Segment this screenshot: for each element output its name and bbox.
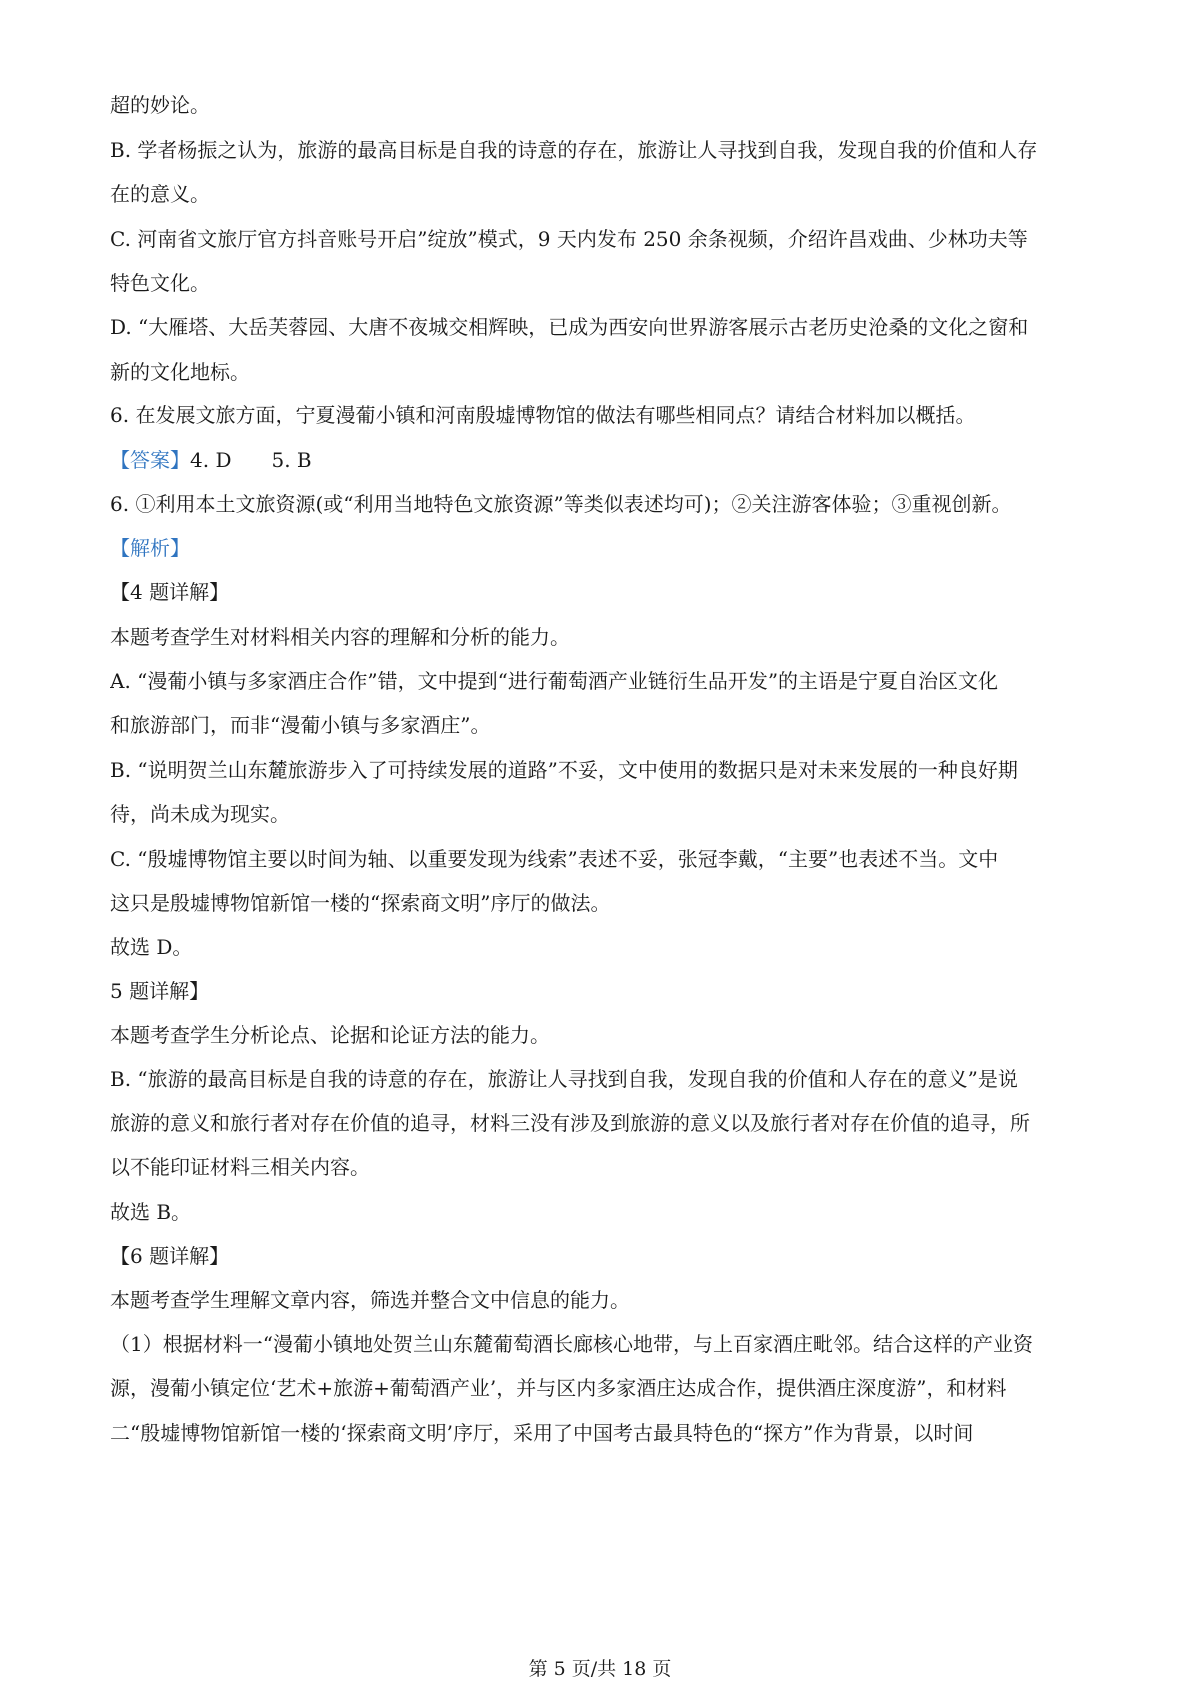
text-line: 本题考查学生对材料相关内容的理解和分析的能力。 — [110, 625, 570, 649]
section-heading: 【6 题详解】 — [110, 1244, 230, 1268]
text-line: B. “说明贺兰山东麓旅游步入了可持续发展的道路”不妥，文中使用的数据只是对未来发展的一种良好期 — [110, 758, 1018, 782]
section-heading: 【4 题详解】 — [110, 580, 230, 604]
text-line: 源，漫葡小镇定位‘艺术+旅游+葡萄酒产业’，并与区内多家酒庄达成合作，提供酒庄深度游”，和材料 — [110, 1376, 1007, 1400]
answer-text: 4. D 5. B — [190, 448, 312, 472]
page-footer: 第 5 页/共 18 页 — [528, 1658, 672, 1680]
text-line: （1）根据材料一“漫葡小镇地处贺兰山东麓葡萄酒长廊核心地带，与上百家酒庄毗邻。结合这样的产业资 — [110, 1332, 1033, 1356]
answer-line — [110, 447, 1100, 473]
analysis-line — [110, 535, 1100, 561]
section-heading: 5 题详解】 — [110, 979, 210, 1003]
text-line: 二“殷墟博物馆新馆一楼的‘探索商文明’序厅，采用了中国考古最具特色的“探方”作为背景，以时间 — [110, 1421, 974, 1445]
text-line: 本题考查学生理解文章内容，筛选并整合文中信息的能力。 — [110, 1288, 630, 1312]
text-line: B. “旅游的最高目标是自我的诗意的存在，旅游让人寻找到自我，发现自我的价值和人存在的意义”是说 — [110, 1067, 1018, 1091]
text-line: 特色文化。 — [110, 271, 210, 295]
text-line: 这只是殷墟博物馆新馆一楼的“探索商文明”序厅的做法。 — [110, 891, 611, 915]
text-line: D. “大雁塔、大岳芙蓉园、大唐不夜城交相辉映，已成为西安向世界游客展示古老历史沧桑的文化之窗和 — [110, 315, 1029, 339]
text-line: C. 河南省文旅厅官方抖音账号开启”绽放”模式，9 天内发布 250 余条视频，介绍许昌戏曲、少林功夫等 — [110, 227, 1028, 251]
text-line: 故选 B。 — [110, 1200, 192, 1224]
analysis-tag: 【解析】 — [110, 536, 190, 560]
text-line: 故选 D。 — [110, 935, 193, 959]
text-line: 6. ①利用本土文旅资源(或“利用当地特色文旅资源”等类似表述均可)；②关注游客体验；③重视创新。 — [110, 492, 1012, 516]
text-line: C. “殷墟博物馆主要以时间为轴、以重要发现为线索”表述不妥，张冠李戴，“主要”也表述不当。文中 — [110, 847, 999, 871]
text-line: 超的妙论。 — [110, 93, 210, 117]
text-line: 旅游的意义和旅行者对存在价值的追寻，材料三没有涉及到旅游的意义以及旅行者对存在价值的追寻，所 — [110, 1111, 1030, 1135]
text-line: A. “漫葡小镇与多家酒庄合作”错，文中提到“进行葡萄酒产业链衍生品开发”的主语是宁夏自治区文化 — [110, 669, 999, 693]
text-line: B. 学者杨振之认为，旅游的最高目标是自我的诗意的存在，旅游让人寻找到自我，发现自我的价值和人存 — [110, 138, 1038, 162]
answer-tag: 【答案】 — [110, 448, 190, 472]
text-line: 新的文化地标。 — [110, 360, 250, 384]
text-line: 6. 在发展文旅方面，宁夏漫葡小镇和河南殷墟博物馆的做法有哪些相同点？请结合材料加以概括。 — [110, 403, 976, 427]
text-line: 在的意义。 — [110, 182, 210, 206]
text-line: 以不能印证材料三相关内容。 — [110, 1155, 370, 1179]
text-line: 和旅游部门，而非“漫葡小镇与多家酒庄”。 — [110, 713, 491, 737]
text-line: 本题考查学生分析论点、论据和论证方法的能力。 — [110, 1023, 550, 1047]
text-line: 待，尚未成为现实。 — [110, 802, 290, 826]
